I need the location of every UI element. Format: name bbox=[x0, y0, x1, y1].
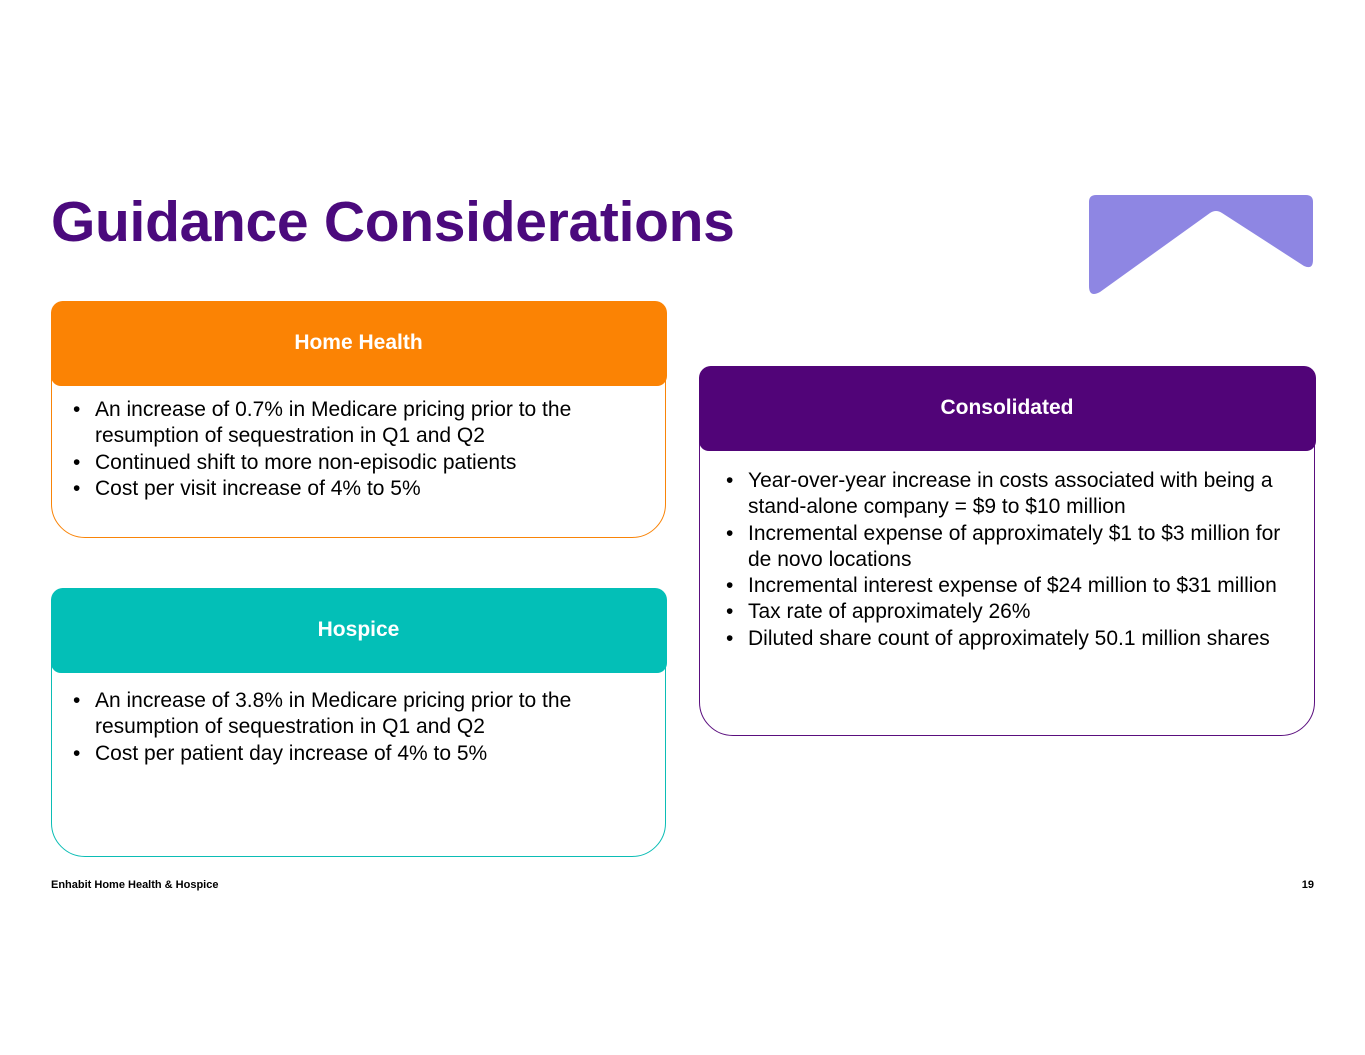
consolidated-header bbox=[699, 366, 1316, 451]
list-item bbox=[726, 573, 1306, 599]
list-item bbox=[73, 397, 653, 450]
bullet-text: Diluted share count of approximately 50.1 million shares bbox=[748, 626, 1270, 650]
page-title: Guidance Considerations bbox=[51, 190, 735, 254]
list-item bbox=[726, 468, 1306, 521]
hospice-bullet-list bbox=[73, 688, 653, 767]
list-item bbox=[726, 599, 1306, 625]
list-item bbox=[726, 626, 1306, 652]
hospice-header-label: Hospice bbox=[317, 618, 400, 641]
bullet-icon: • bbox=[726, 626, 734, 650]
bullet-text: Continued shift to more non-episodic patients bbox=[95, 450, 517, 474]
home-health-card bbox=[51, 301, 666, 538]
bullet-icon: • bbox=[73, 689, 81, 712]
home-health-header bbox=[51, 301, 667, 386]
bullet-icon: • bbox=[73, 450, 81, 474]
bullet-text: An increase of 0.7% in Medicare pricing prior to the resumption of sequestration in Q1 and Q2 bbox=[95, 398, 572, 448]
list-item bbox=[726, 521, 1306, 574]
footer-company-name: Enhabit Home Health & Hospice bbox=[51, 879, 219, 891]
bullet-icon: • bbox=[726, 469, 734, 492]
hospice-card bbox=[51, 588, 666, 857]
bullet-text: Tax rate of approximately 26% bbox=[748, 600, 1031, 624]
home-health-header-label: Home Health bbox=[294, 331, 423, 354]
consolidated-header-label: Consolidated bbox=[940, 396, 1074, 419]
bullet-icon: • bbox=[726, 574, 734, 598]
bullet-text: Incremental interest expense of $24 million to $31 million bbox=[748, 574, 1277, 598]
bullet-text: Cost per patient day increase of 4% to 5% bbox=[95, 741, 488, 765]
bullet-icon: • bbox=[726, 521, 734, 545]
bullet-icon: • bbox=[73, 398, 81, 421]
bullet-text: Cost per visit increase of 4% to 5% bbox=[95, 476, 421, 500]
bullet-text: Incremental expense of approximately $1 to $3 million for de novo locations bbox=[748, 521, 1281, 571]
roof-chevron-icon bbox=[1088, 194, 1314, 296]
bullet-text: An increase of 3.8% in Medicare pricing prior to the resumption of sequestration in Q1 and Q2 bbox=[95, 689, 572, 739]
bullet-icon: • bbox=[726, 600, 734, 624]
list-item bbox=[73, 741, 653, 767]
bullet-text: Year-over-year increase in costs associated with being a stand-alone company = $9 to $10 million bbox=[748, 469, 1273, 519]
list-item bbox=[73, 450, 653, 476]
list-item bbox=[73, 476, 653, 502]
consolidated-bullet-list bbox=[726, 468, 1306, 652]
bullet-icon: • bbox=[73, 476, 81, 500]
hospice-header bbox=[51, 588, 667, 673]
page-number: 19 bbox=[1301, 879, 1314, 891]
consolidated-card bbox=[699, 366, 1315, 736]
list-item bbox=[73, 688, 653, 741]
home-health-bullet-list bbox=[73, 397, 653, 502]
bullet-icon: • bbox=[73, 741, 81, 765]
